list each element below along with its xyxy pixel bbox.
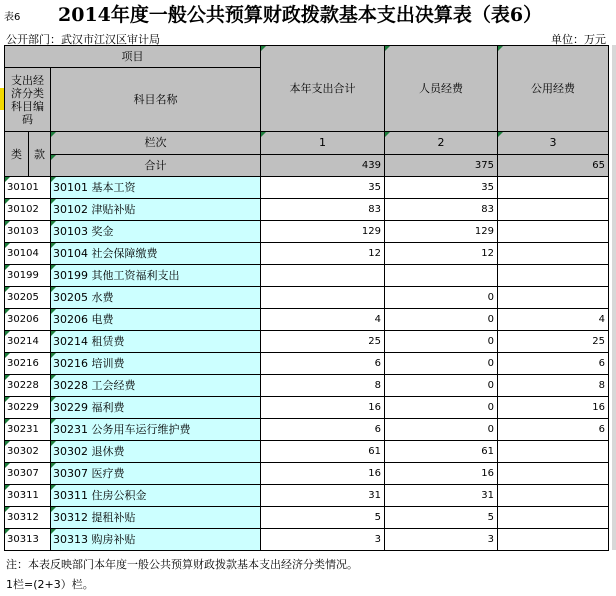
total-c1: 439 <box>261 154 385 177</box>
table-row <box>5 485 609 507</box>
row-c1[interactable]: 6 <box>261 419 385 441</box>
expenditure-table <box>4 45 609 551</box>
row-code[interactable]: 30312 <box>5 507 51 529</box>
footnote-2: 1栏=(2+3）栏。 <box>6 578 94 591</box>
row-c3[interactable]: 8 <box>498 375 609 397</box>
row-name[interactable]: 30229 福利费 <box>51 397 261 419</box>
sheet-label: 表6 <box>4 12 21 23</box>
row-code[interactable]: 30206 <box>5 309 51 331</box>
table-row <box>5 375 609 397</box>
row-c1[interactable]: 6 <box>261 353 385 375</box>
table-row <box>5 287 609 309</box>
row-c3[interactable]: 4 <box>498 309 609 331</box>
row-c3[interactable] <box>498 463 609 485</box>
unit-label: 单位：万元 <box>551 33 606 46</box>
row-c2[interactable]: 16 <box>385 463 498 485</box>
row-code[interactable]: 30302 <box>5 441 51 463</box>
row-c2[interactable]: 5 <box>385 507 498 529</box>
page-title: 2014年度一般公共预算财政拨款基本支出决算表（表6） <box>58 4 543 26</box>
row-name[interactable]: 30313 购房补贴 <box>51 529 261 551</box>
table-row <box>5 265 609 287</box>
row-name[interactable]: 30101 基本工资 <box>51 177 261 199</box>
table-row <box>5 199 609 221</box>
row-c3[interactable]: 25 <box>498 331 609 353</box>
row-c2[interactable]: 35 <box>385 177 498 199</box>
row-c1[interactable]: 16 <box>261 397 385 419</box>
row-c1[interactable]: 31 <box>261 485 385 507</box>
row-name[interactable]: 30205 水费 <box>51 287 261 309</box>
vertical-scrollbar[interactable] <box>612 45 616 550</box>
row-c1[interactable]: 12 <box>261 243 385 265</box>
row-c1[interactable]: 5 <box>261 507 385 529</box>
row-name[interactable]: 30307 医疗费 <box>51 463 261 485</box>
department-label: 公开部门：武汉市江汉区审计局 <box>6 33 160 46</box>
row-c3[interactable] <box>498 529 609 551</box>
table-row <box>5 441 609 463</box>
table-row <box>5 309 609 331</box>
row-c2[interactable]: 83 <box>385 199 498 221</box>
footnote-1: 注：本表反映部门本年度一般公共预算财政拨款基本支出经济分类情况。 <box>6 558 358 571</box>
row-code[interactable]: 30216 <box>5 353 51 375</box>
row-name[interactable]: 30206 电费 <box>51 309 261 331</box>
row-c1[interactable]: 3 <box>261 529 385 551</box>
row-name[interactable]: 30228 工会经费 <box>51 375 261 397</box>
header-col2: 人员经费 <box>385 46 498 132</box>
row-name[interactable]: 30231 公务用车运行维护费 <box>51 419 261 441</box>
row-c2[interactable]: 0 <box>385 397 498 419</box>
header-name: 科目名称 <box>51 68 261 132</box>
row-c3[interactable] <box>498 243 609 265</box>
row-code[interactable]: 30199 <box>5 265 51 287</box>
header-n1: 1 <box>261 132 385 155</box>
row-c1[interactable] <box>261 287 385 309</box>
total-c3: 65 <box>498 154 609 177</box>
row-code[interactable]: 30102 <box>5 199 51 221</box>
row-code[interactable]: 30103 <box>5 221 51 243</box>
table-row <box>5 177 609 199</box>
row-code[interactable]: 30228 <box>5 375 51 397</box>
row-name[interactable]: 30302 退休费 <box>51 441 261 463</box>
row-code[interactable]: 30313 <box>5 529 51 551</box>
row-c2[interactable]: 0 <box>385 309 498 331</box>
table-row <box>5 507 609 529</box>
row-c3[interactable]: 16 <box>498 397 609 419</box>
row-c1[interactable]: 8 <box>261 375 385 397</box>
header-lei: 类 <box>5 132 29 177</box>
table-row <box>5 331 609 353</box>
row-c2[interactable]: 0 <box>385 353 498 375</box>
row-c2[interactable]: 61 <box>385 441 498 463</box>
row-name[interactable]: 30311 住房公积金 <box>51 485 261 507</box>
row-name[interactable]: 30214 租赁费 <box>51 331 261 353</box>
row-c2[interactable]: 0 <box>385 419 498 441</box>
row-c3[interactable] <box>498 287 609 309</box>
row-code[interactable]: 30205 <box>5 287 51 309</box>
row-c1[interactable]: 61 <box>261 441 385 463</box>
row-c2[interactable]: 31 <box>385 485 498 507</box>
row-c3[interactable]: 6 <box>498 419 609 441</box>
row-c1[interactable]: 83 <box>261 199 385 221</box>
row-c3[interactable] <box>498 507 609 529</box>
header-n2: 2 <box>385 132 498 155</box>
total-c2: 375 <box>385 154 498 177</box>
header-item: 项目 <box>5 46 261 68</box>
header-n3: 3 <box>498 132 609 155</box>
table-row <box>5 243 609 265</box>
table-row <box>5 463 609 485</box>
header-lanci: 栏次 <box>51 132 261 155</box>
row-name[interactable]: 30312 提租补贴 <box>51 507 261 529</box>
row-c2[interactable]: 3 <box>385 529 498 551</box>
table-row <box>5 397 609 419</box>
row-c1[interactable] <box>261 265 385 287</box>
row-c3[interactable] <box>498 265 609 287</box>
row-c2[interactable]: 0 <box>385 287 498 309</box>
row-code[interactable]: 30311 <box>5 485 51 507</box>
row-c1[interactable]: 25 <box>261 331 385 353</box>
row-code[interactable]: 30229 <box>5 397 51 419</box>
row-name[interactable]: 30104 社会保障缴费 <box>51 243 261 265</box>
row-code[interactable]: 30307 <box>5 463 51 485</box>
table-row <box>5 529 609 551</box>
row-code[interactable]: 30231 <box>5 419 51 441</box>
row-c1[interactable]: 16 <box>261 463 385 485</box>
row-c2[interactable] <box>385 265 498 287</box>
row-c1[interactable]: 35 <box>261 177 385 199</box>
row-c3[interactable] <box>498 441 609 463</box>
row-c2[interactable]: 0 <box>385 331 498 353</box>
table-row <box>5 419 609 441</box>
row-c3[interactable] <box>498 177 609 199</box>
row-c1[interactable]: 4 <box>261 309 385 331</box>
header-econ-code: 支出经济分类科目编码 <box>5 68 51 132</box>
table-row <box>5 221 609 243</box>
row-code[interactable]: 30101 <box>5 177 51 199</box>
row-c1[interactable]: 129 <box>261 221 385 243</box>
row-c2[interactable]: 129 <box>385 221 498 243</box>
row-c3[interactable] <box>498 221 609 243</box>
row-name[interactable]: 30216 培训费 <box>51 353 261 375</box>
row-name[interactable]: 30102 津贴补贴 <box>51 199 261 221</box>
header-col3: 公用经费 <box>498 46 609 132</box>
header-col1: 本年支出合计 <box>261 46 385 132</box>
header-kuan: 款 <box>29 132 51 177</box>
row-c2[interactable]: 0 <box>385 375 498 397</box>
row-code[interactable]: 30104 <box>5 243 51 265</box>
row-code[interactable]: 30214 <box>5 331 51 353</box>
row-c3[interactable]: 6 <box>498 353 609 375</box>
table-row <box>5 353 609 375</box>
row-c3[interactable] <box>498 485 609 507</box>
row-name[interactable]: 30199 其他工资福利支出 <box>51 265 261 287</box>
row-c3[interactable] <box>498 199 609 221</box>
row-c2[interactable]: 12 <box>385 243 498 265</box>
header-heji: 合计 <box>51 154 261 177</box>
row-name[interactable]: 30103 奖金 <box>51 221 261 243</box>
